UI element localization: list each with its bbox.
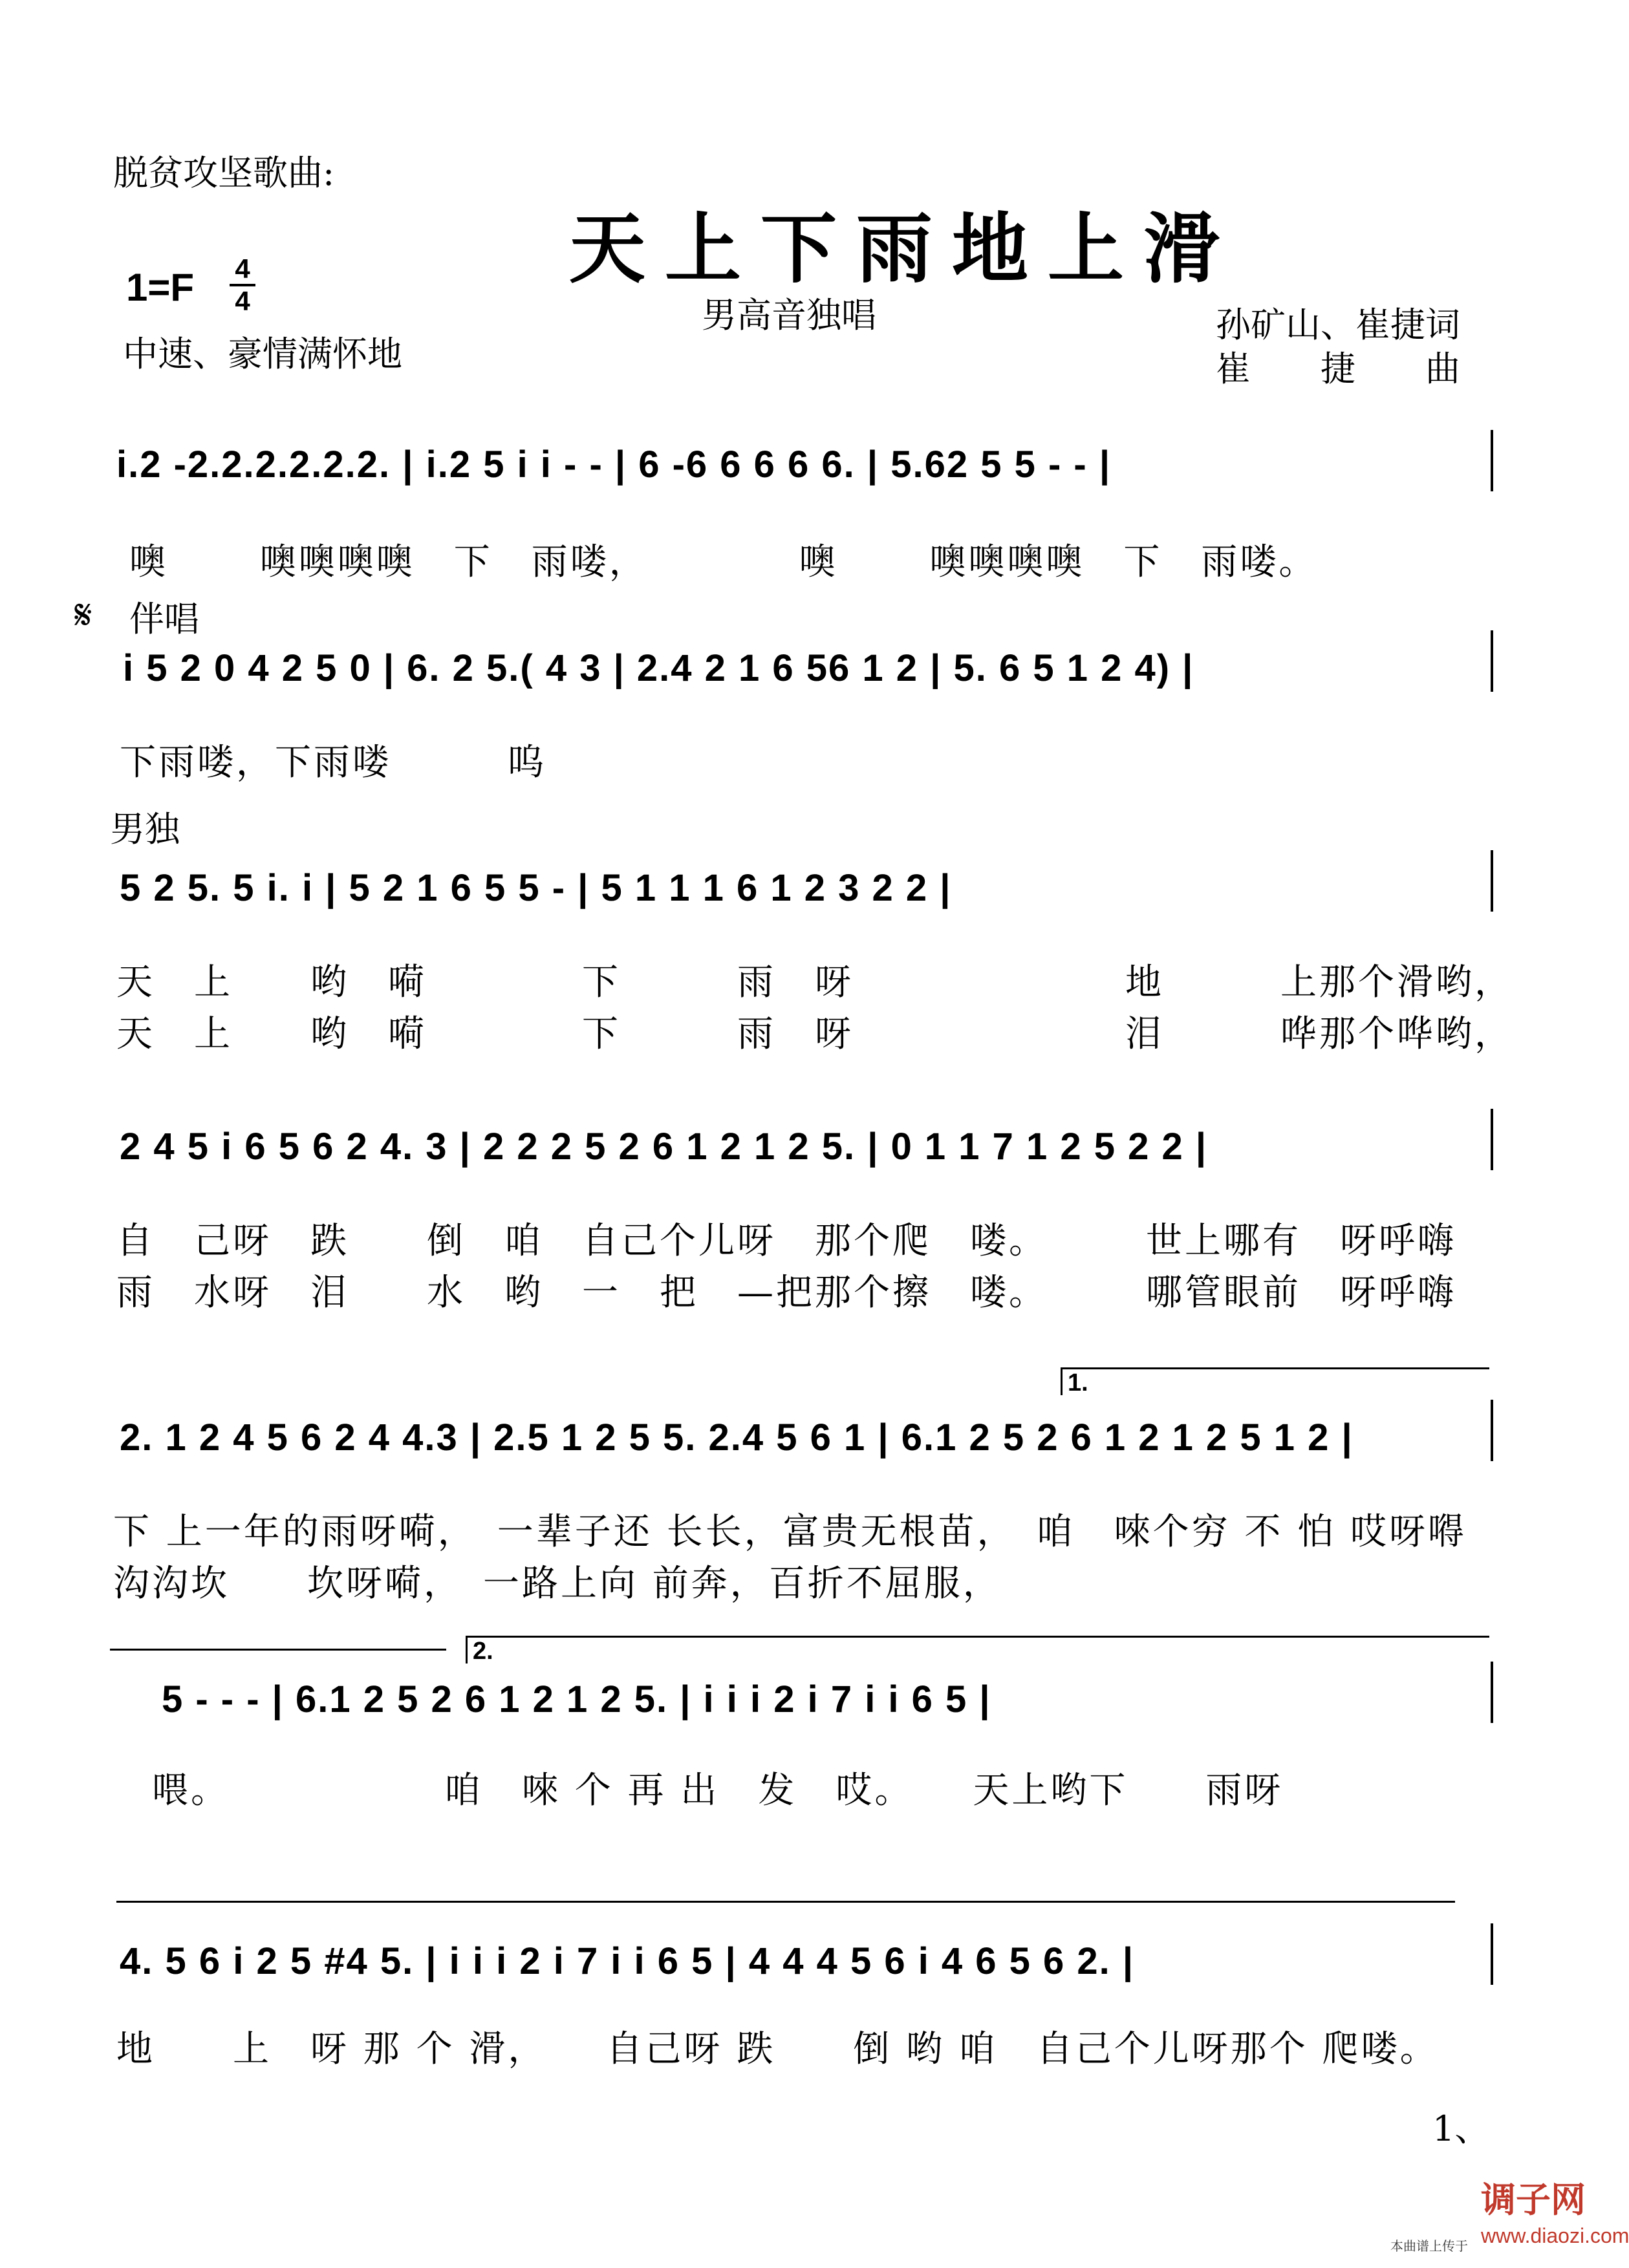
- volta-first-ending-end: [110, 1649, 446, 1651]
- watermark-note: 本曲谱上传于: [1390, 2238, 1468, 2254]
- notation-row-1: i.2 -2.2.2.2.2.2. | i.2 5 i i - - | 6 -6 6 6 6 6. | 5.62 5 5 - - |: [116, 444, 1112, 486]
- lyrics-row-6: 喂。 咱 唻 个 再 出 发 哎。 天上哟下 雨呀: [152, 1770, 1284, 1812]
- time-bottom: 4: [235, 286, 250, 316]
- song-title: 天上下雨地上滑: [569, 204, 1240, 294]
- barline: [1491, 1662, 1493, 1723]
- role-male-solo: 男独: [110, 809, 180, 850]
- notation-row-2: i 5 2 0 4 2 5 0 | 6. 2 5.( 4 3 | 2.4 2 1 6 56 1 2 | 5. 6 5 1 2 4) |: [123, 647, 1194, 689]
- volta-first-ending: 1.: [1061, 1367, 1489, 1395]
- watermark-logo: 调子网: [1481, 2181, 1586, 2220]
- barline: [1491, 1109, 1493, 1170]
- lyrics-row-4b: 雨 水呀 泪 水 哟 一 把 —把那个擦 喽。 哪管眼前 呀呼嗨: [116, 1272, 1456, 1314]
- page-number: 1、: [1432, 2108, 1490, 2149]
- barline: [1491, 1400, 1493, 1461]
- key-signature: [126, 265, 194, 310]
- song-category: 脱贫攻坚歌曲:: [113, 153, 335, 193]
- volta-second-ending: 2.: [466, 1636, 1489, 1664]
- lyrics-row-2: 下雨喽，下雨喽 呜: [120, 742, 546, 784]
- watermark-url: www.diaozi.com: [1481, 2224, 1629, 2247]
- notation-row-4: 2 4 5 i 6 5 6 2 4. 3 | 2 2 2 5 2 6 1 2 1 2 5. | 0 1 1 7 1 2 5 2 2 |: [120, 1126, 1208, 1168]
- phrase-bracket: [116, 1901, 1455, 1903]
- barline: [1491, 430, 1493, 491]
- time-top: 4: [235, 253, 250, 284]
- notation-row-7: 4. 5 6 i 2 5 #4 5. | i i i 2 i 7 i i 6 5 | 4 4 4 5 6 i 4 6 5 6 2. |: [120, 1940, 1135, 1982]
- lyrics-row-4a: 自 己呀 跌 倒 咱 自己个儿呀 那个爬 喽。 世上哪有 呀呼嗨: [116, 1220, 1456, 1262]
- composer: 崔 捷 曲: [1216, 348, 1460, 389]
- role-chorus: 伴唱: [129, 599, 199, 639]
- lyricist: 孙矿山、崔捷词: [1216, 305, 1460, 345]
- key-label: 1=F: [126, 266, 195, 309]
- lyrics-row-3a: 天 上 哟 嗬 下 雨 呀 地 上那个滑哟，: [116, 961, 1513, 1003]
- lyrics-row-5b: 沟沟坎 坎呀嗬， 一路上向 前奔，百折不屈服，: [113, 1563, 1002, 1605]
- notation-row-3: 5 2 5. 5 i. i | 5 2 1 6 5 5 - | 5 1 1 1 6 1 2 3 2 2 |: [120, 867, 952, 909]
- tempo-marking: 中速、豪情满怀地: [123, 334, 402, 374]
- performance-type: 男高音独唱: [702, 295, 876, 336]
- time-signature: [230, 255, 255, 315]
- barline: [1491, 850, 1493, 912]
- lyrics-row-7: 地 上 呀 那 个 滑， 自己呀 跌 倒 哟 咱 自己个儿呀那个 爬喽。: [116, 2028, 1439, 2070]
- lyrics-row-5a: 下 上一年的雨呀嗬， 一辈子还 长长，富贵无根苗， 咱 唻个穷 不 怕 哎呀嘚: [113, 1511, 1467, 1553]
- segno-icon: 𝄋: [74, 592, 92, 639]
- barline: [1491, 1923, 1493, 1985]
- lyrics-row-3b: 天 上 哟 嗬 下 雨 呀 泪 哗那个哗哟，: [116, 1013, 1513, 1055]
- notation-row-6: 5 - - - | 6.1 2 5 2 6 1 2 1 2 5. | i i i 2 i 7 i i 6 5 |: [162, 1678, 991, 1720]
- barline: [1491, 630, 1493, 692]
- notation-row-5: 2. 1 2 4 5 6 2 4 4.3 | 2.5 1 2 5 5. 2.4 5 6 1 | 6.1 2 5 2 6 1 2 1 2 5 1 2 |: [120, 1417, 1354, 1459]
- lyrics-row-1: 噢 噢噢噢噢 下 雨喽， 噢 噢噢噢噢 下 雨喽。: [129, 541, 1318, 583]
